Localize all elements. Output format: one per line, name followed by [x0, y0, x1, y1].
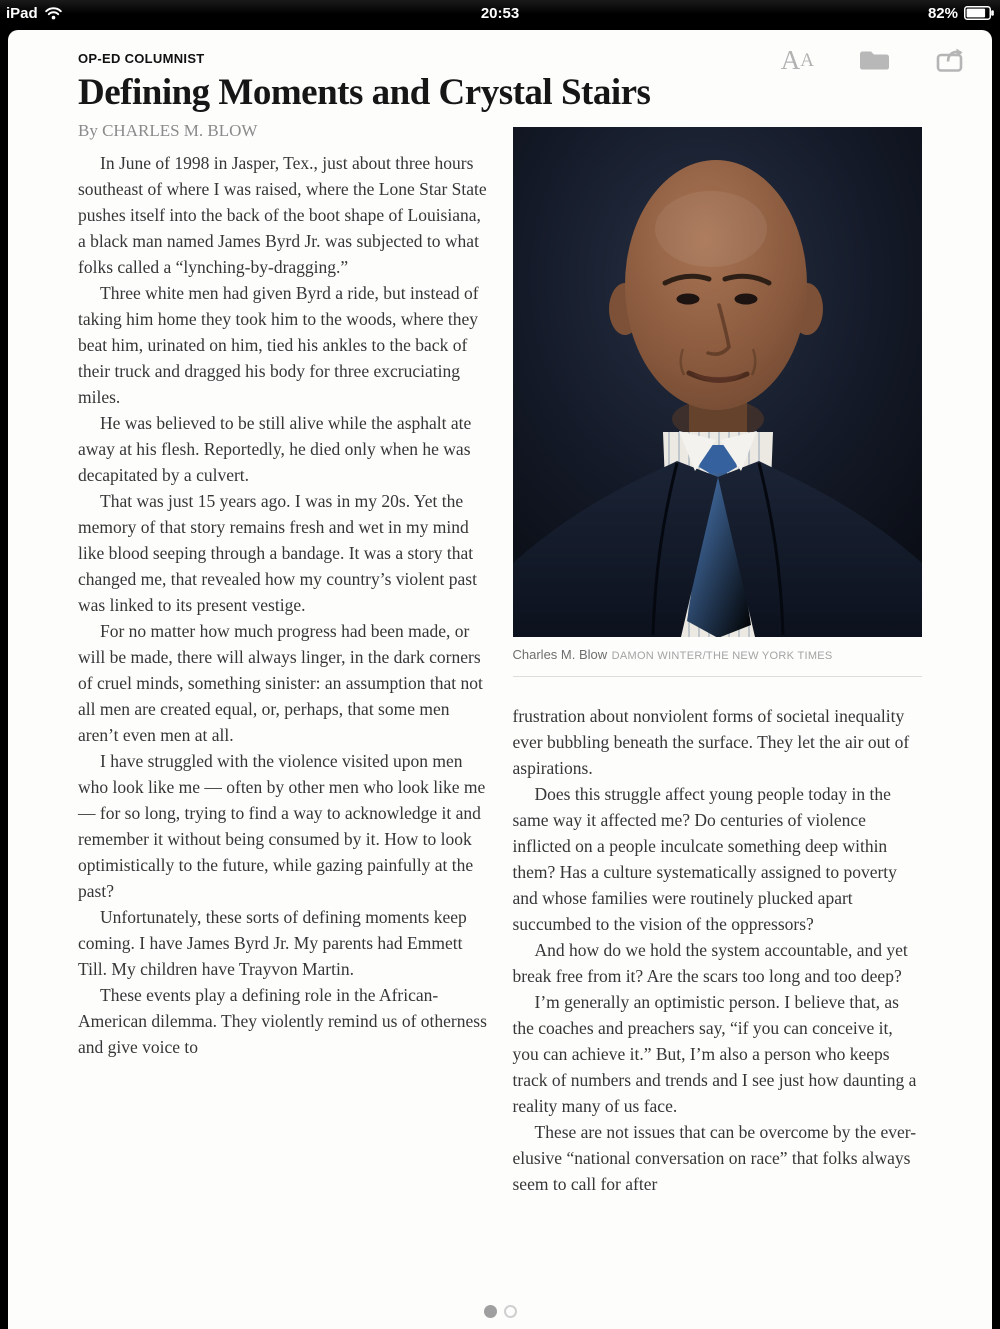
article-page	[8, 30, 992, 1329]
page-dot-current[interactable]	[484, 1305, 497, 1318]
battery-percent: 82%	[927, 4, 958, 22]
article-paragraph: That was just 15 years ago. I was in my 20s. Yet the memory of that story remains fresh and wet in my mind like blood seeping through a bandage. It was a story that changed me, that revealed how my country’s violent past was linked to its present vestige.	[78, 491, 477, 615]
right-column	[513, 121, 923, 1197]
article	[8, 30, 992, 1197]
portrait-photo	[513, 127, 922, 637]
article-paragraph: These are not issues that can be overcome by the ever-elusive “national conversation on race” that folks always seem to call for after	[512, 1122, 917, 1194]
article-paragraph: In June of 1998 in Jasper, Tex., just about three hours southeast of where I was raised, where the Lone Star State pushes itself into the back of the boot shape of Louisiana, a black man named James Byrd Jr. was subjected to what folks called a “lynching-by-dragging.”	[78, 153, 487, 277]
article-paragraph: I have struggled with the violence visited upon men who look like me — often by other men who look like me — for so long, trying to find a way to acknowledge it and remember it without being consumed by it. How to look optimistically to the future, while gazing painfully at the past?	[78, 751, 486, 901]
section-kicker: OP-ED COLUMNIST	[78, 51, 205, 66]
folder-icon	[858, 47, 891, 72]
article-photo[interactable]	[513, 127, 923, 677]
article-paragraph: Three white men had given Byrd a ride, but instead of taking him home they took him to the woods, where they beat him, urinated on him, tied his ankles to the back of their truck and dragged his body for three excruciating miles.	[78, 283, 479, 407]
clock: 20:53	[480, 4, 520, 22]
photo-caption	[513, 646, 923, 677]
device-label: iPad	[6, 4, 38, 22]
byline: By CHARLES M. BLOW	[78, 121, 258, 140]
article-title: Defining Moments and Crystal Stairs	[78, 72, 651, 113]
reader-toolbar	[781, 46, 967, 73]
article-paragraph: Unfortunately, these sorts of defining moments keep coming. I have James Byrd Jr. My parents had Emmett Till. My children have Trayvon Martin.	[78, 907, 467, 979]
left-column	[78, 121, 488, 1197]
status-bar	[0, 0, 1000, 26]
article-paragraph: These events play a defining role in the African-American dilemma. They violently remind us of otherness and give voice to	[78, 985, 487, 1057]
article-paragraph-continuation: frustration about nonviolent forms of societal inequality ever bubbling beneath the surface. They let the air out of aspirations.	[512, 706, 910, 778]
share-icon	[935, 46, 967, 73]
font-size-icon: A	[780, 44, 801, 75]
share-button[interactable]	[935, 46, 967, 73]
caption-credit: DAMON WINTER/THE NEW YORK TIMES	[611, 650, 833, 662]
right-column-text	[513, 703, 923, 1197]
article-paragraph: He was believed to be still alive while the asphalt ate away at his flesh. Reportedly, he died only when he was decapitated by a culvert.	[78, 413, 472, 485]
caption-subject: Charles M. Blow	[512, 647, 608, 662]
save-folder-button[interactable]	[858, 47, 891, 72]
article-paragraph: For no matter how much progress had been made, or will be made, there will always linger, in the dark corners of cruel minds, something sinister: an assumption that not all men are created equal, or, perhaps, that some men aren’t even men at all.	[78, 621, 483, 745]
article-paragraph: I’m generally an optimistic person. I believe that, as the coaches and preachers say, “if you can conceive it, you can achieve it.” But, I’m also a person who keeps track of numbers and trends and I see just how daunting a reality many of us face.	[512, 992, 917, 1116]
article-paragraph: Does this struggle affect young people today in the same way it affected me? Do centuries of violence inflicted on a people inculcate something deep within them? Has a culture systematically assigned to poverty and whose families were routinely plucked apart succumbed to the vision of the oppressors?	[512, 784, 897, 934]
page-indicator[interactable]	[8, 1305, 992, 1318]
font-size-button[interactable]: A A	[780, 44, 814, 75]
page-dot-next[interactable]	[504, 1305, 517, 1318]
article-paragraph: And how do we hold the system accountable, and yet break free from it? Are the scars too long and too deep?	[512, 940, 908, 986]
